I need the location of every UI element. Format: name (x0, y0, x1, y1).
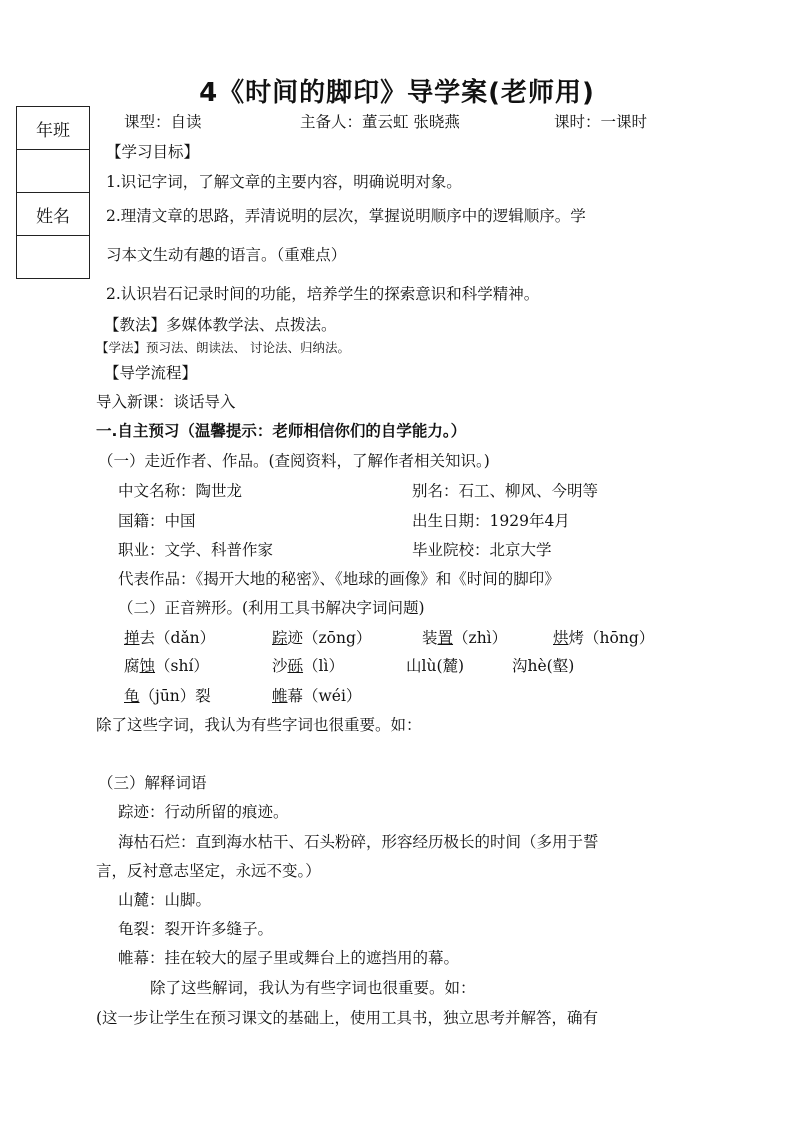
author-heading: （一）走近作者、作品。(查阅资料，了解作者相关知识。) (98, 452, 490, 470)
intro-line: 导入新课：谈话导入 (96, 393, 236, 411)
vocab-item: 龟裂：裂开许多缝子。 (118, 920, 274, 938)
pronunciation-item: 龟（jūn）裂 (124, 687, 211, 705)
author-alias: 别名：石工、柳风、今明等 (412, 482, 599, 500)
name-blank[interactable] (17, 236, 90, 279)
author-name: 中文名称：陶世龙 (118, 482, 243, 500)
class-label: 年班 (17, 107, 90, 150)
pronunciation-heading: （二）正音辨形。(利用工具书解决字词问题) (118, 599, 425, 617)
author-school: 毕业院校：北京大学 (412, 541, 552, 559)
preparer: 主备人：董云虹 张晓燕 (300, 113, 460, 131)
course-type: 课型：自读 (124, 113, 202, 131)
objective-item: 2.理清文章的思路，弄清说明的层次，掌握说明顺序中的逻辑顺序。学 (106, 207, 586, 225)
pronunciation-item: 踪迹（zōng） (272, 629, 372, 647)
vocab-item: 山麓：山脚。 (118, 891, 212, 909)
student-info-table (16, 106, 90, 279)
vocab-item: 言，反衬意志坚定，永远不变。） (96, 862, 321, 880)
teaching-method: 【教法】多媒体教学法、点拨法。 (104, 316, 337, 334)
objectives-heading: 【学习目标】 (106, 143, 200, 161)
pronunciation-note: 除了这些字词，我认为有些字词也很重要。如： (96, 716, 422, 734)
page-title: 4《时间的脚印》导学案(老师用) (199, 78, 595, 108)
author-job: 职业：文学、科普作家 (118, 541, 274, 559)
vocab-item: 帷幕：挂在较大的屋子里或舞台上的遮挡用的幕。 (118, 949, 460, 967)
objective-item: 2.认识岩石记录时间的功能，培养学生的探索意识和科学精神。 (106, 285, 540, 303)
class-hours: 课时：一课时 (554, 113, 648, 131)
pronunciation-item: 沙砾（lì） (272, 657, 344, 675)
author-nationality: 国籍：中国 (118, 512, 196, 530)
name-label: 姓名 (17, 193, 90, 236)
learning-method: 【学法】预习法、朗读法、 讨论法、归纳法。 (96, 340, 350, 355)
author-works: 代表作品：《揭开大地的秘密》、《地球的画像》和《时间的脚印》 (118, 570, 560, 588)
vocab-item: 海枯石烂：直到海水枯干、石头粉碎，形容经历极长的时间（多用于誓 (118, 833, 599, 851)
pronunciation-item: 装置（zhì） (422, 629, 508, 647)
pronunciation-item: 掸去（dǎn） (124, 629, 216, 647)
vocab-heading: （三）解释词语 (98, 774, 207, 792)
pronunciation-item: 腐蚀（shí） (124, 657, 209, 675)
vocab-note: 除了这些解词，我认为有些字词也很重要。如： (150, 979, 476, 997)
section-heading: 一.自主预习（温馨提示：老师相信你们的自学能力。） (96, 422, 467, 440)
class-blank[interactable] (17, 150, 90, 193)
vocab-item: 踪迹：行动所留的痕迹。 (118, 803, 289, 821)
objective-item: 习本文生动有趣的语言。（重难点） (106, 246, 347, 264)
flow-heading: 【导学流程】 (104, 364, 198, 382)
objective-item: 1.识记字词，了解文章的主要内容，明确说明对象。 (106, 173, 462, 191)
footer-note: (这一步让学生在预习课文的基础上，使用工具书，独立思考并解答，确有 (96, 1009, 599, 1027)
pronunciation-item: 帷幕（wéi） (272, 687, 362, 705)
pronunciation-item: 沟hè(壑) (512, 657, 575, 675)
author-birth: 出生日期：1929年4月 (412, 512, 570, 530)
pronunciation-item: 山lù(麓) (406, 657, 465, 675)
pronunciation-item: 烘烤（hōng） (553, 629, 655, 647)
